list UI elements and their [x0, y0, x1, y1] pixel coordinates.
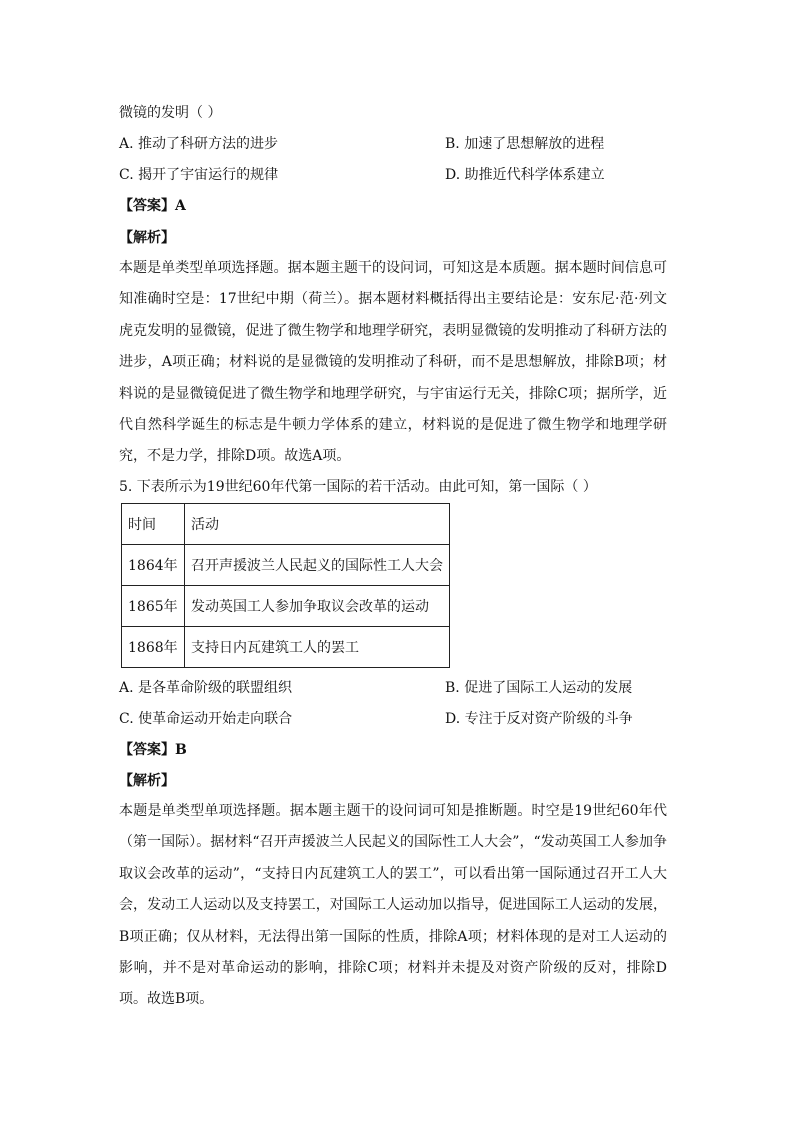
q4-option-b: B. 加速了思想解放的进程: [445, 136, 605, 152]
q4-option-a: A. 推动了科研方法的进步: [119, 136, 279, 152]
table-row: [122, 586, 450, 627]
table-cell: 支持日内瓦建筑工人的罢工: [185, 627, 450, 668]
table-header-cell: 时间: [122, 504, 185, 545]
q5-answer: 【答案】B: [119, 742, 187, 758]
q5-option-c: C. 使革命运动开始走向联合: [119, 711, 293, 727]
q4-option-d: D. 助推近代科学体系建立: [445, 167, 605, 183]
table-row: [122, 545, 450, 586]
q5-option-b: B. 促进了国际工人运动的发展: [445, 680, 633, 696]
q5-analysis-text: 本题是单类型单项选择题。据本题主题干的设问词可知是推断题。时空是19世纪60年代（第一国际）。据材料“召开声援波兰人民起义的国际性工人大会”，“发动英国工人参加争取议会改革的运动”，“支持日内瓦建筑工人的罢工”，可以看出第一国际通过召开工人大会，发动工人运动以及支持罢工，对国际工人运动加以指导，促进国际工人运动的发展，B项正确；仅从材料，无法得出第一国际的性质，排除A项；材料体现的是对工人运动的影响，并不是对革命运动的影响，排除C项；材料并未提及对资产阶级的反对，排除D项。故选B项。: [119, 803, 667, 1008]
q4-option-c: C. 揭开了宇宙运行的规律: [119, 167, 279, 183]
q5-option-a: A. 是各革命阶级的联盟组织: [119, 680, 293, 696]
table-cell: 1868年: [122, 627, 185, 668]
table-header-row: [122, 504, 450, 545]
table-row: [122, 627, 450, 668]
table-cell: 1865年: [122, 586, 185, 627]
q4-analysis-label: 【解析】: [119, 230, 175, 246]
q5-activity-table: [121, 503, 450, 668]
table-cell: 召开声援波兰人民起义的国际性工人大会: [185, 545, 450, 586]
table-header-cell: 活动: [185, 504, 450, 545]
table-cell: 1864年: [122, 545, 185, 586]
q5-option-d: D. 专注于反对资产阶级的斗争: [445, 711, 633, 727]
q5-analysis-label: 【解析】: [119, 773, 175, 789]
q4-answer: 【答案】A: [119, 198, 186, 214]
q4-stem-tail: 微镜的发明（ ）: [119, 105, 222, 121]
q4-analysis-text: 本题是单类型单项选择题。据本题主题干的设问词，可知这是本质题。据本题时间信息可知准确时空是：17世纪中期（荷兰）。据本题材料概括得出主要结论是：安东尼·范·列文虎克发明的显微镜，促进了微生物学和地理学研究，表明显微镜的发明推动了科研方法的进步，A项正确；材料说的是显微镜的发明推动了科研，而不是思想解放，排除B项；材料说的是显微镜促进了微生物学和地理学研究，与宇宙运行无关，排除C项；据所学，近代自然科学诞生的标志是牛顿力学体系的建立，材料说的是促进了微生物学和地理学研究，不是力学，排除D项。故选A项。: [119, 260, 667, 465]
table-cell: 发动英国工人参加争取议会改革的运动: [185, 586, 450, 627]
q5-stem: 5. 下表所示为19世纪60年代第一国际的若干活动。由此可知，第一国际（ ）: [119, 479, 597, 495]
